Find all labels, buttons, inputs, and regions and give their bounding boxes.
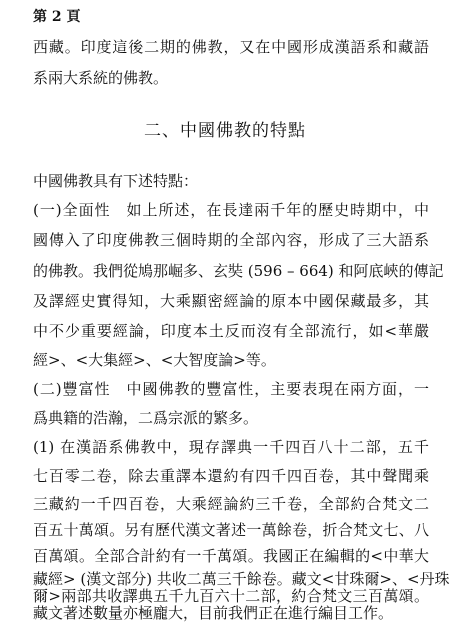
text-line: (1) 在漢語系佛教中，現存譯典一千四百八十二部，五千 — [33, 438, 429, 456]
text-line: 藏文著述數量亦極龐大，目前我們正在進行編目工作。 — [33, 604, 394, 622]
text-line: (一)全面性 如上所述，在長達兩千年的歷史時期中，中 — [33, 201, 429, 219]
text-line: 中國佛教具有下述特點： — [33, 172, 199, 190]
text-line: (二)豐富性 中國佛教的豐富性，主要表現在兩方面，一 — [33, 380, 429, 398]
text-line: 系兩大系統的佛教。 — [33, 69, 169, 87]
text-line: 的佛教。我們從鳩那崛多、玄奘 (596 – 664) 和阿底峽的傳記 — [33, 262, 444, 280]
text-line: 百五十萬頌。另有歷代漢文著述一萬餘卷，折合梵文七、八 — [33, 521, 429, 539]
text-line: 中不少重要經論，印度本土反而沒有全部流行，如<華嚴 — [33, 322, 429, 340]
text-line: 三藏約一千四百卷，大乘經論約三千卷，全部約合梵文二 — [33, 495, 429, 513]
text-line: 西藏。印度這後二期的佛教，又在中國形成漢語系和藏語 — [33, 38, 429, 56]
section-heading: 二、中國佛教的特點 — [144, 121, 306, 141]
text-line: 經>、<大集經>、<大智度論>等。 — [33, 351, 276, 369]
text-line: 爾>兩部共收譯典五千九百六十二部，約合梵文三百萬頌。 — [33, 587, 429, 605]
text-line: 及譯經史實得知，大乘顯密經論的原本中國保藏最多，其 — [33, 292, 429, 310]
text-line: 七百零二卷，除去重譯本還約有四千四百卷，其中聲聞乘 — [33, 467, 429, 485]
page-number: 第 2 頁 — [33, 9, 81, 25]
text-line: 百萬頌。全部合計約有一千萬頌。我國正在編輯的<中華大 — [33, 547, 429, 565]
text-line: 藏經> (漢文部分) 共收二萬三千餘卷。藏文<甘珠爾>、<丹珠 — [33, 570, 450, 588]
text-line: 國傳入了印度佛教三個時期的全部內容，形成了三大語系 — [33, 231, 429, 249]
text-line: 爲典籍的浩瀚，二爲宗派的繁多。 — [33, 409, 259, 427]
